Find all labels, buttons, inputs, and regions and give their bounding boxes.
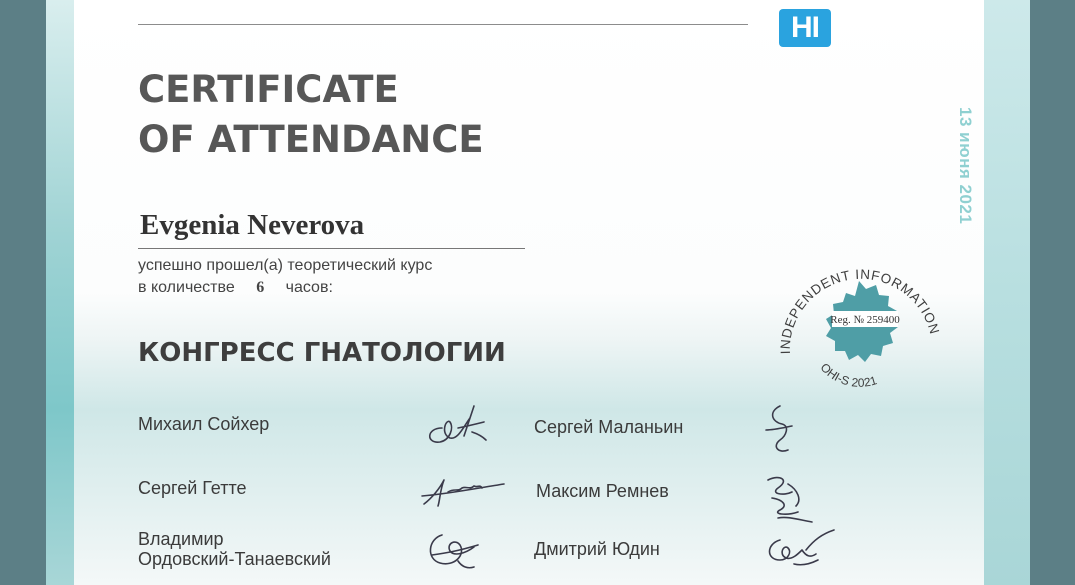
signature-image <box>418 525 488 575</box>
certificate-title <box>138 65 484 165</box>
hours-value: 6 <box>256 279 265 296</box>
decorative-band-left <box>46 0 74 585</box>
lecturer-name: Сергей Маланьин <box>534 417 684 437</box>
course-intro <box>138 255 598 299</box>
signature-image <box>420 398 490 450</box>
signature-image <box>758 470 818 526</box>
title-line-2: OF ATTENDANCE <box>138 118 484 161</box>
lecturer-name-line-1: Владимир <box>138 529 224 549</box>
certificate-paper <box>46 0 1030 585</box>
event-date: 13 июня 2021 <box>956 107 975 225</box>
course-title: КОНГРЕСС ГНАТОЛОГИИ <box>138 338 506 368</box>
signature-image <box>418 470 508 512</box>
seal-arc-text: INDEPENDENT INFORMATION <box>777 266 943 355</box>
intro-after: часов: <box>285 279 333 296</box>
hi-logo: HI <box>779 9 831 47</box>
intro-before: в количестве <box>138 279 235 296</box>
seal-reg-number: Reg. № 259400 <box>830 314 900 326</box>
recipient-underline <box>138 248 525 249</box>
lecturer-name: Максим Ремнев <box>536 481 669 501</box>
seal-bottom-text: OHI-S 2021 <box>817 360 879 390</box>
intro-line-1: успешно прошел(а) теоретический курс <box>138 257 433 274</box>
signature-image <box>758 524 840 572</box>
lecturer-name: Дмитрий Юдин <box>534 539 660 559</box>
recipient-name: Evgenia Neverova <box>140 209 365 241</box>
signature-image <box>758 400 806 460</box>
top-divider <box>138 24 748 25</box>
independent-information-seal <box>762 250 952 400</box>
lecturer-name <box>138 529 331 569</box>
lecturer-name-line-2: Ордовский-Танаевский <box>138 549 331 569</box>
decorative-band-right <box>984 0 1030 585</box>
lecturer-name: Михаил Сойхер <box>138 414 270 434</box>
title-line-1: CERTIFICATE <box>138 68 399 111</box>
lecturer-name: Сергей Гетте <box>138 478 247 498</box>
intro-line-2 <box>138 277 598 299</box>
